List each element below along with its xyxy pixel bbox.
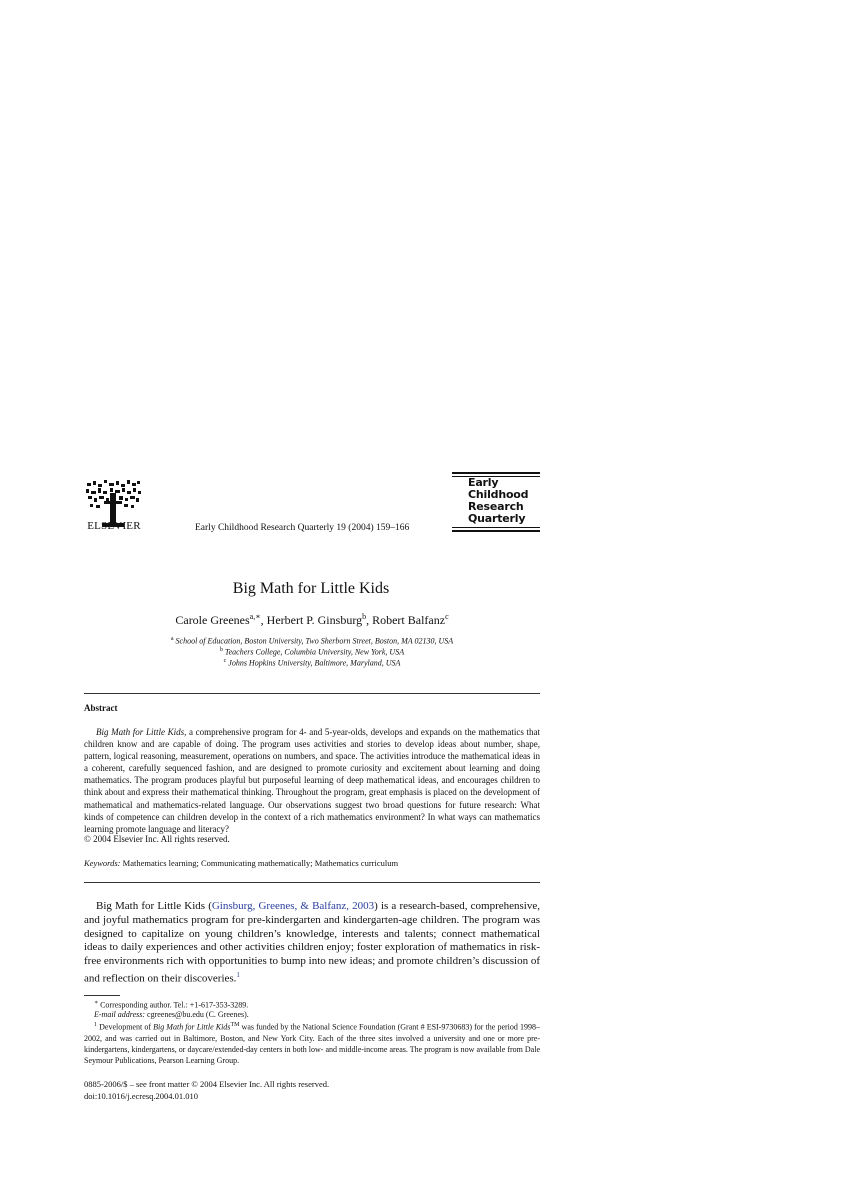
author-name: Robert Balfanz bbox=[372, 613, 446, 627]
footnote-funding: $^1$ Development of Big Math for Little Kids™ was funded by the National Science Foundation (Grant # ESI-9730683) for the period 1998–2002, and was carried out in Baltimore, Boston, and New York City. Each of the three sites involved a university and one or more pre-kindergartens, kindergartens, or daycare/extended-day centers in both low- and middle-income areas. The program is now available from Dale Seymour Publications, Pearson Learning Group. bbox=[84, 1022, 541, 1065]
affiliation: $^a$ School of Education, Boston University, Two Sherborn Street, Boston, MA 02130, USA bbox=[170, 636, 454, 646]
keywords bbox=[84, 858, 398, 868]
journal-logo-line: Quarterly bbox=[468, 512, 526, 525]
divider bbox=[84, 693, 540, 694]
footnote-link[interactable]: 1 bbox=[236, 970, 240, 979]
author-list: Carole Greenes$^{a,∗}$, Herbert P. Ginsburg$^b$, Robert Balfanz$^c$ bbox=[175, 612, 449, 627]
journal-logo-line: Research bbox=[468, 500, 524, 513]
issn-line: 0885-2006/$ – see front matter © 2004 Elsevier Inc. All rights reserved. bbox=[84, 1079, 330, 1089]
footnote-email: E-mail address: cgreenes@bu.edu (C. Greenes). bbox=[94, 1010, 249, 1019]
keywords-label: Keywords: bbox=[84, 858, 121, 868]
citation-link[interactable]: Ginsburg, Greenes, & Balfanz, 2003 bbox=[211, 900, 375, 912]
abstract-copyright: © 2004 Elsevier Inc. All rights reserved. bbox=[84, 834, 230, 844]
publisher-wordmark: ELSEVIER bbox=[87, 520, 141, 532]
article-title: Big Math for Little Kids bbox=[232, 580, 390, 597]
abstract-heading: Abstract bbox=[84, 703, 118, 713]
intro-paragraph: Big Math for Little Kids (Ginsburg, Greenes, & Balfanz, 2003) is a research-based, comprehensive, and joyful mathematics program for pre-kindergarten and kindergarten-age children. The program was designed to capitalize on young children’s knowledge, interests and talents; connect mathematical ideas to daily experiences and other activities children enjoy; foster exploration of mathematics in risk-free environments rich with opportunities to bump into new ideas; and promote children’s discussion of and reflection on their discoveries.$^1$ bbox=[84, 900, 540, 985]
keywords-text: Mathematics learning; Communicating mathematically; Mathematics curriculum bbox=[122, 858, 399, 868]
footnote-corresponding: ∗ Corresponding author. Tel.: +1-617-353-3289. bbox=[94, 1000, 249, 1010]
journal-logo bbox=[452, 472, 540, 532]
journal-logo-line: Childhood bbox=[468, 488, 529, 501]
affiliation: $^b$ Teachers College, Columbia University, New York, USA bbox=[219, 647, 405, 657]
journal-citation: Early Childhood Research Quarterly 19 (2004) 159–166 bbox=[195, 523, 410, 533]
author-name: Carole Greenes bbox=[175, 613, 250, 627]
author-affil-mark: c bbox=[445, 612, 449, 621]
journal-logo-line: Early bbox=[468, 476, 499, 489]
abstract-body: Big Math for Little Kids, a comprehensive program for 4- and 5-year-olds, develops and expands on the mathematics that children know and are capable of doing. The program uses activities and stories to develop ideas about number, shape, pattern, logical reasoning, measurement, operations on numbers, and space. The activities introduce the mathematical ideas in a coherent, carefully sequenced fashion, and are designed to promote curiosity and excitement about learning and doing mathematics. The program produces playful but purposeful learning of deep mathematical ideas, and encourages children to think about and express their mathematical thinking. Throughout the program, great emphasis is placed on the development of mathematical and mathematics-related language. Our observations suggest two broad questions for future research: What kinds of competence can children develop in the context of a rich mathematics environment? In what ways can mathematics learning promote language and literacy? bbox=[84, 727, 540, 834]
affiliation: $^c$ Johns Hopkins University, Baltimore, Maryland, USA bbox=[223, 658, 401, 668]
divider bbox=[84, 882, 540, 883]
footnote-divider bbox=[84, 995, 120, 996]
author-affil-mark: b bbox=[362, 612, 367, 621]
doi-line[interactable]: doi:10.1016/j.ecresq.2004.01.010 bbox=[84, 1091, 199, 1101]
author-name: Herbert P. Ginsburg bbox=[266, 613, 363, 627]
author-affil-mark: a,∗ bbox=[249, 612, 261, 621]
